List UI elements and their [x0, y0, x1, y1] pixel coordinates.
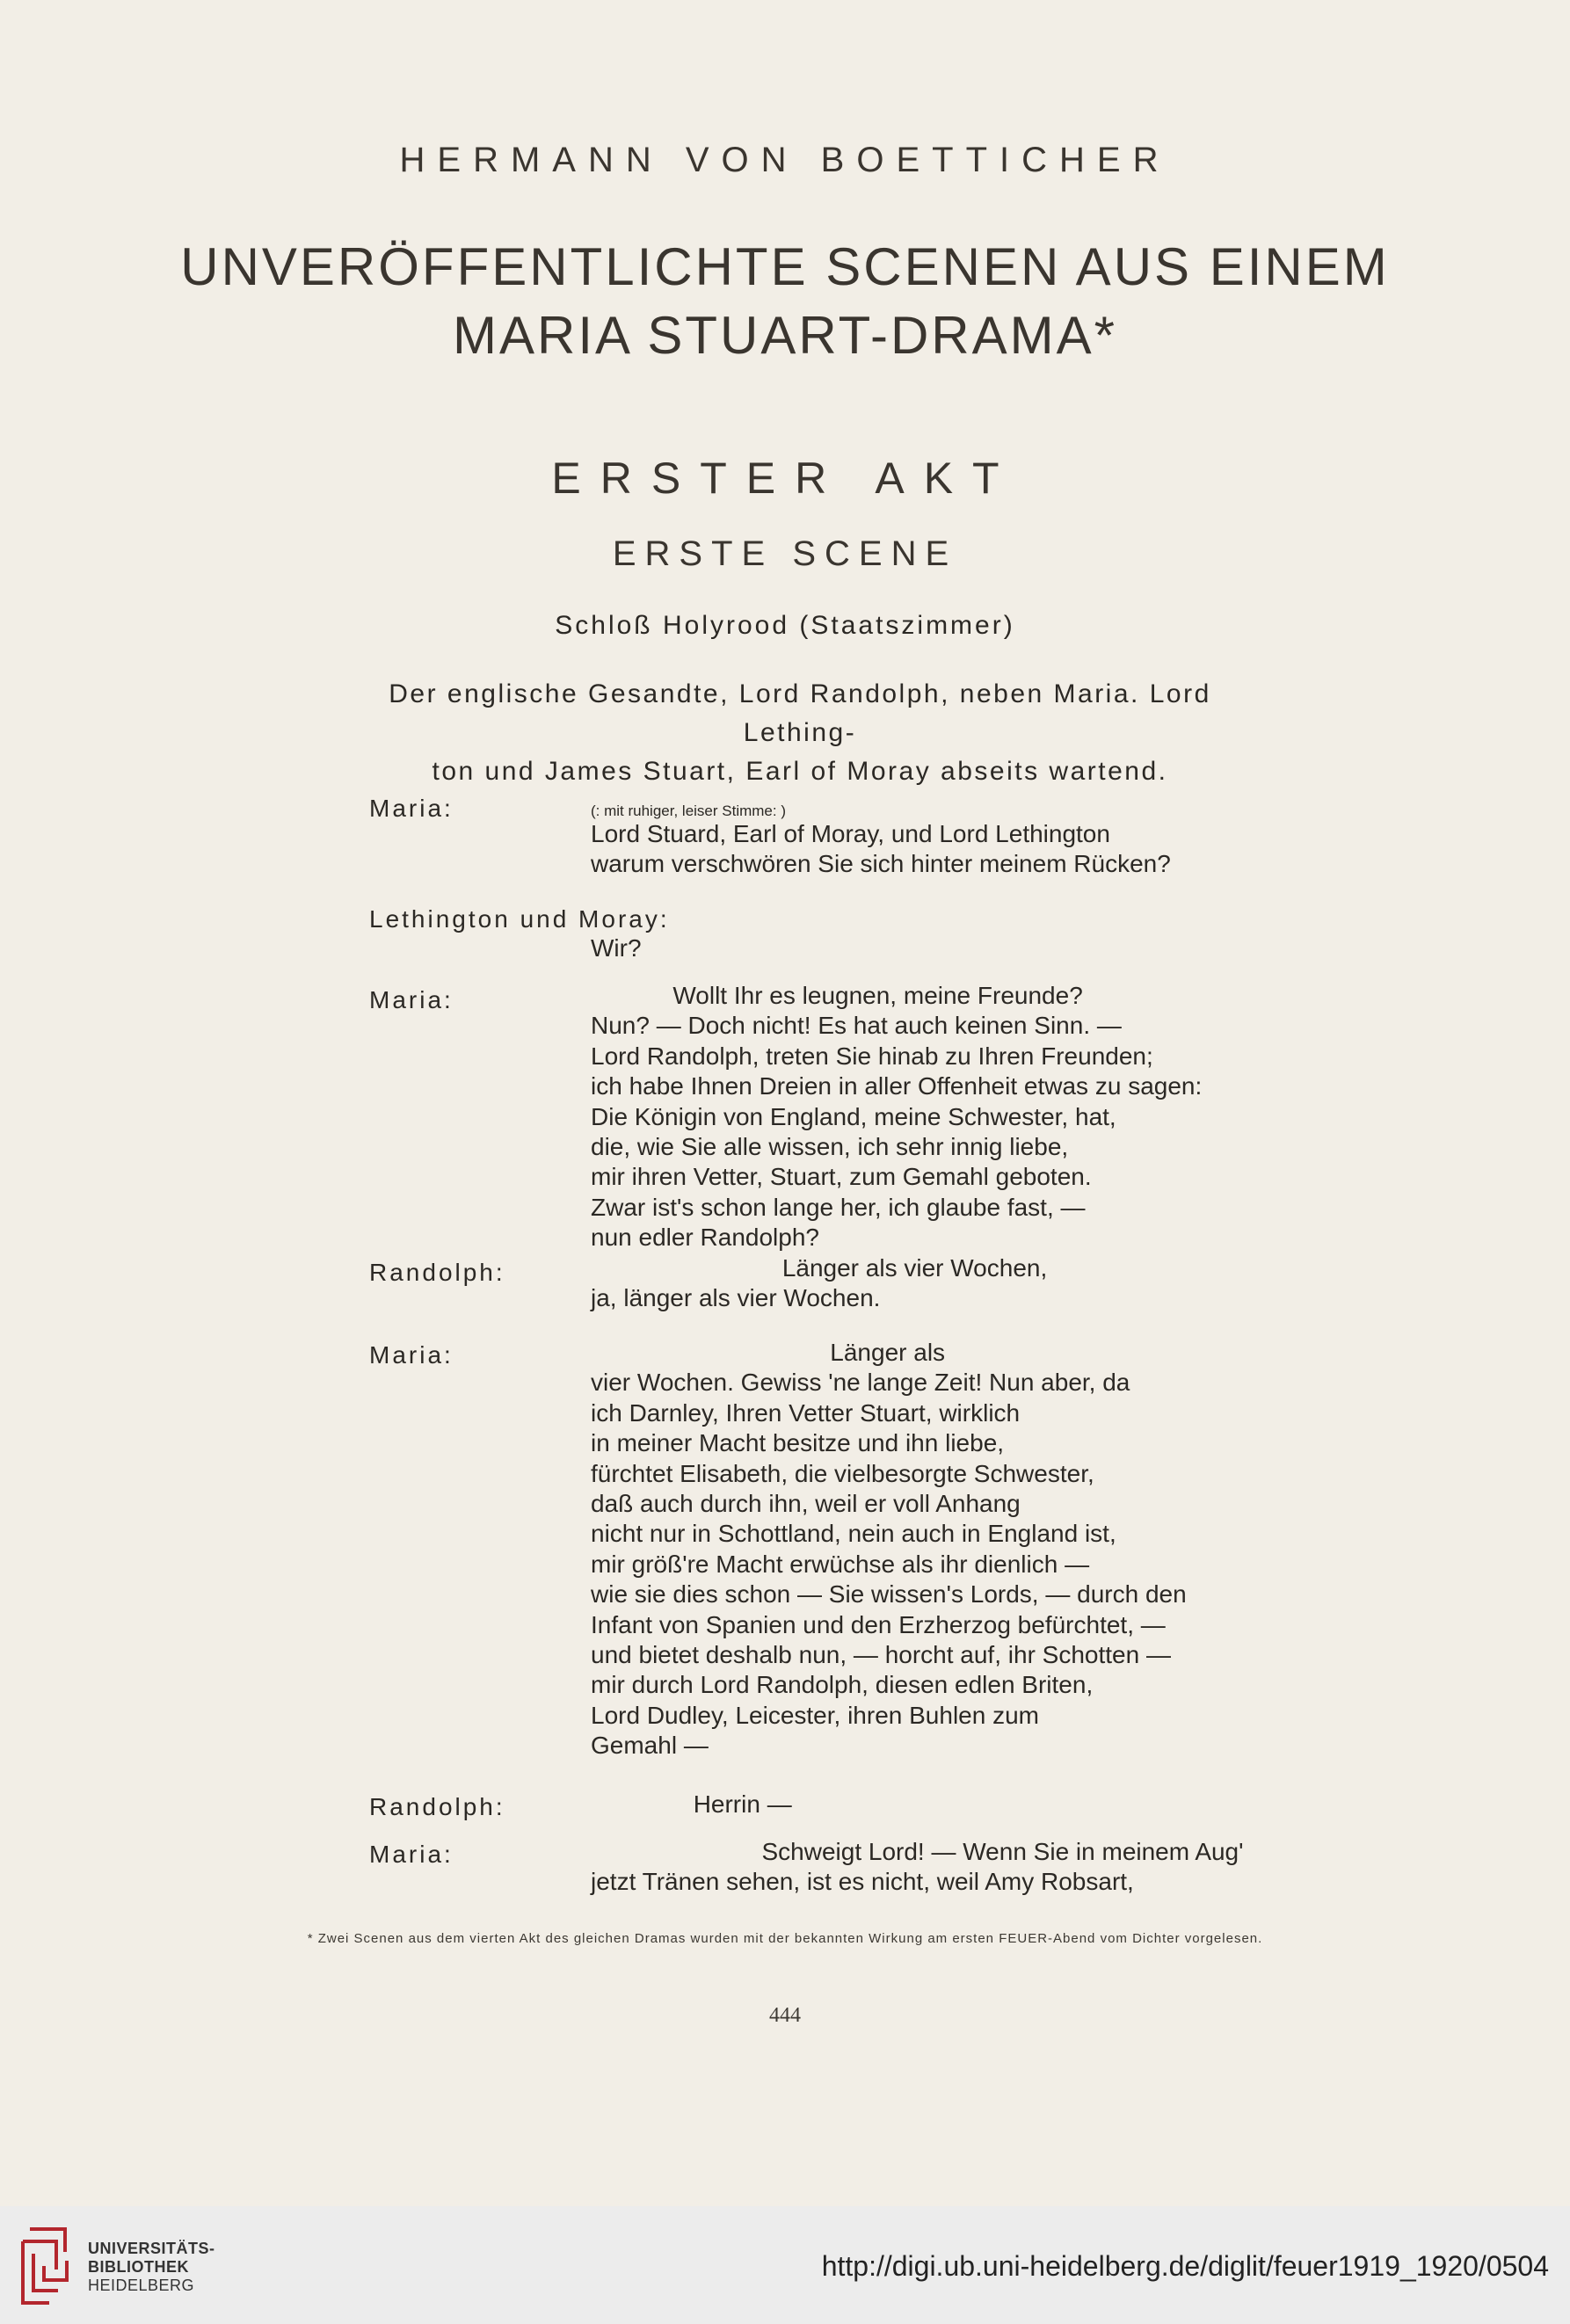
- library-name-line-3: HEIDELBERG: [88, 2277, 195, 2294]
- speaker-label: Maria:: [369, 1841, 454, 1868]
- dialogue-lines: Wir?: [591, 934, 642, 962]
- source-url-link[interactable]: http://digi.ub.uni-heidelberg.de/diglit/feuer1919_1920/0504: [821, 2250, 1549, 2282]
- scene-setting: Schloß Holyrood (Staatszimmer): [555, 611, 1015, 640]
- dialogue-lines: Schweigt Lord! — Wenn Sie in meinem Aug' jetzt Tränen sehen, ist es nicht, weil Amy Robsart,: [591, 1838, 1244, 1896]
- speaker-label: Maria:: [369, 795, 454, 822]
- logo-strokes: [23, 2229, 67, 2303]
- library-name: [88, 2240, 215, 2295]
- library-name-line-1: UNIVERSITÄTS-: [88, 2240, 215, 2257]
- dialogue-lines: Länger als vier Wochen, ja, länger als vier Wochen.: [591, 1254, 1048, 1312]
- page-title: [0, 233, 1570, 370]
- scene-heading: ERSTE SCENE: [612, 534, 958, 573]
- footnote: * Zwei Scenen aus dem vierten Akt des gleichen Dramas wurden mit der bekannten Wirkung am ersten FEUER-Abend vom Dichter vorgelesen.: [307, 1931, 1263, 1946]
- title-line-2: MARIA STUART-DRAMA*: [453, 306, 1117, 365]
- speaker-label: Randolph:: [369, 1259, 505, 1286]
- dialogue-lines: Wollt Ihr es leugnen, meine Freunde? Nun? — Doch nicht! Es hat auch keinen Sinn. — Lord Randolph, treten Sie hinab zu Ihren Freunden; ich habe Ihnen Dreien in aller Offenheit etwas zu sagen: Die Königin von England, meine Schwester, hat, die, wie Sie alle wissen, ich sehr innig liebe, mir ihren Vetter, Stuart, zum Gemahl geboten. Zwar ist's schon lange her, ich glaube fast, — nun edler Randolph?: [591, 982, 1203, 1252]
- stage-direction-line-2: ton und James Stuart, Earl of Moray abseits wartend.: [432, 757, 1168, 786]
- library-logo-icon: [18, 2226, 77, 2313]
- author-name: HERMANN VON BOETTICHER: [399, 141, 1171, 179]
- footer-bar: [0, 2206, 1570, 2324]
- dialogue-lines: Länger als vier Wochen. Gewiss 'ne lange Zeit! Nun aber, da ich Darnley, Ihren Vetter Stuart, wirklich in meiner Macht besitze und ihn liebe, fürchtet Elisabeth, die vielbesorgte Schwester, daß auch durch ihn, weil er voll Anhang nicht nur in Schottland, nein auch in England ist, mir größ're Macht erwüchse als ihr dienlich — wie sie dies schon — Sie wissen's Lords, — durch den Infant von Spanien und den Erzherzog befürchtet, — und bietet deshalb nun, — horcht auf, ihr Schotten — mir durch Lord Randolph, diesen edlen Briten, Lord Dudley, Leicester, ihren Buhlen zum Gemahl —: [591, 1339, 1187, 1760]
- dialogue-lines: Lord Stuard, Earl of Moray, und Lord Lethington warum verschwören Sie sich hinter meinem Rücken?: [591, 820, 1171, 878]
- speaker-label: Maria:: [369, 986, 454, 1013]
- stage-direction-line-1: Der englische Gesandte, Lord Randolph, neben Maria. Lord Lething-: [389, 679, 1211, 747]
- speaker-label: Lethington und Moray:: [369, 905, 670, 933]
- parenthetical-direction: (: mit ruhiger, leiser Stimme: ): [591, 803, 786, 819]
- stage-direction: [334, 675, 1266, 791]
- speaker-label: Randolph:: [369, 1793, 505, 1820]
- library-name-line-2: BIBLIOTHEK: [88, 2258, 189, 2276]
- act-heading: ERSTER AKT: [551, 454, 1019, 503]
- page-number: 444: [769, 2004, 801, 2027]
- speaker-label: Maria:: [369, 1341, 454, 1369]
- dialogue-lines: Herrin —: [591, 1790, 792, 1818]
- title-line-1: UNVERÖFFENTLICHTE SCENEN AUS EINEM: [180, 237, 1390, 296]
